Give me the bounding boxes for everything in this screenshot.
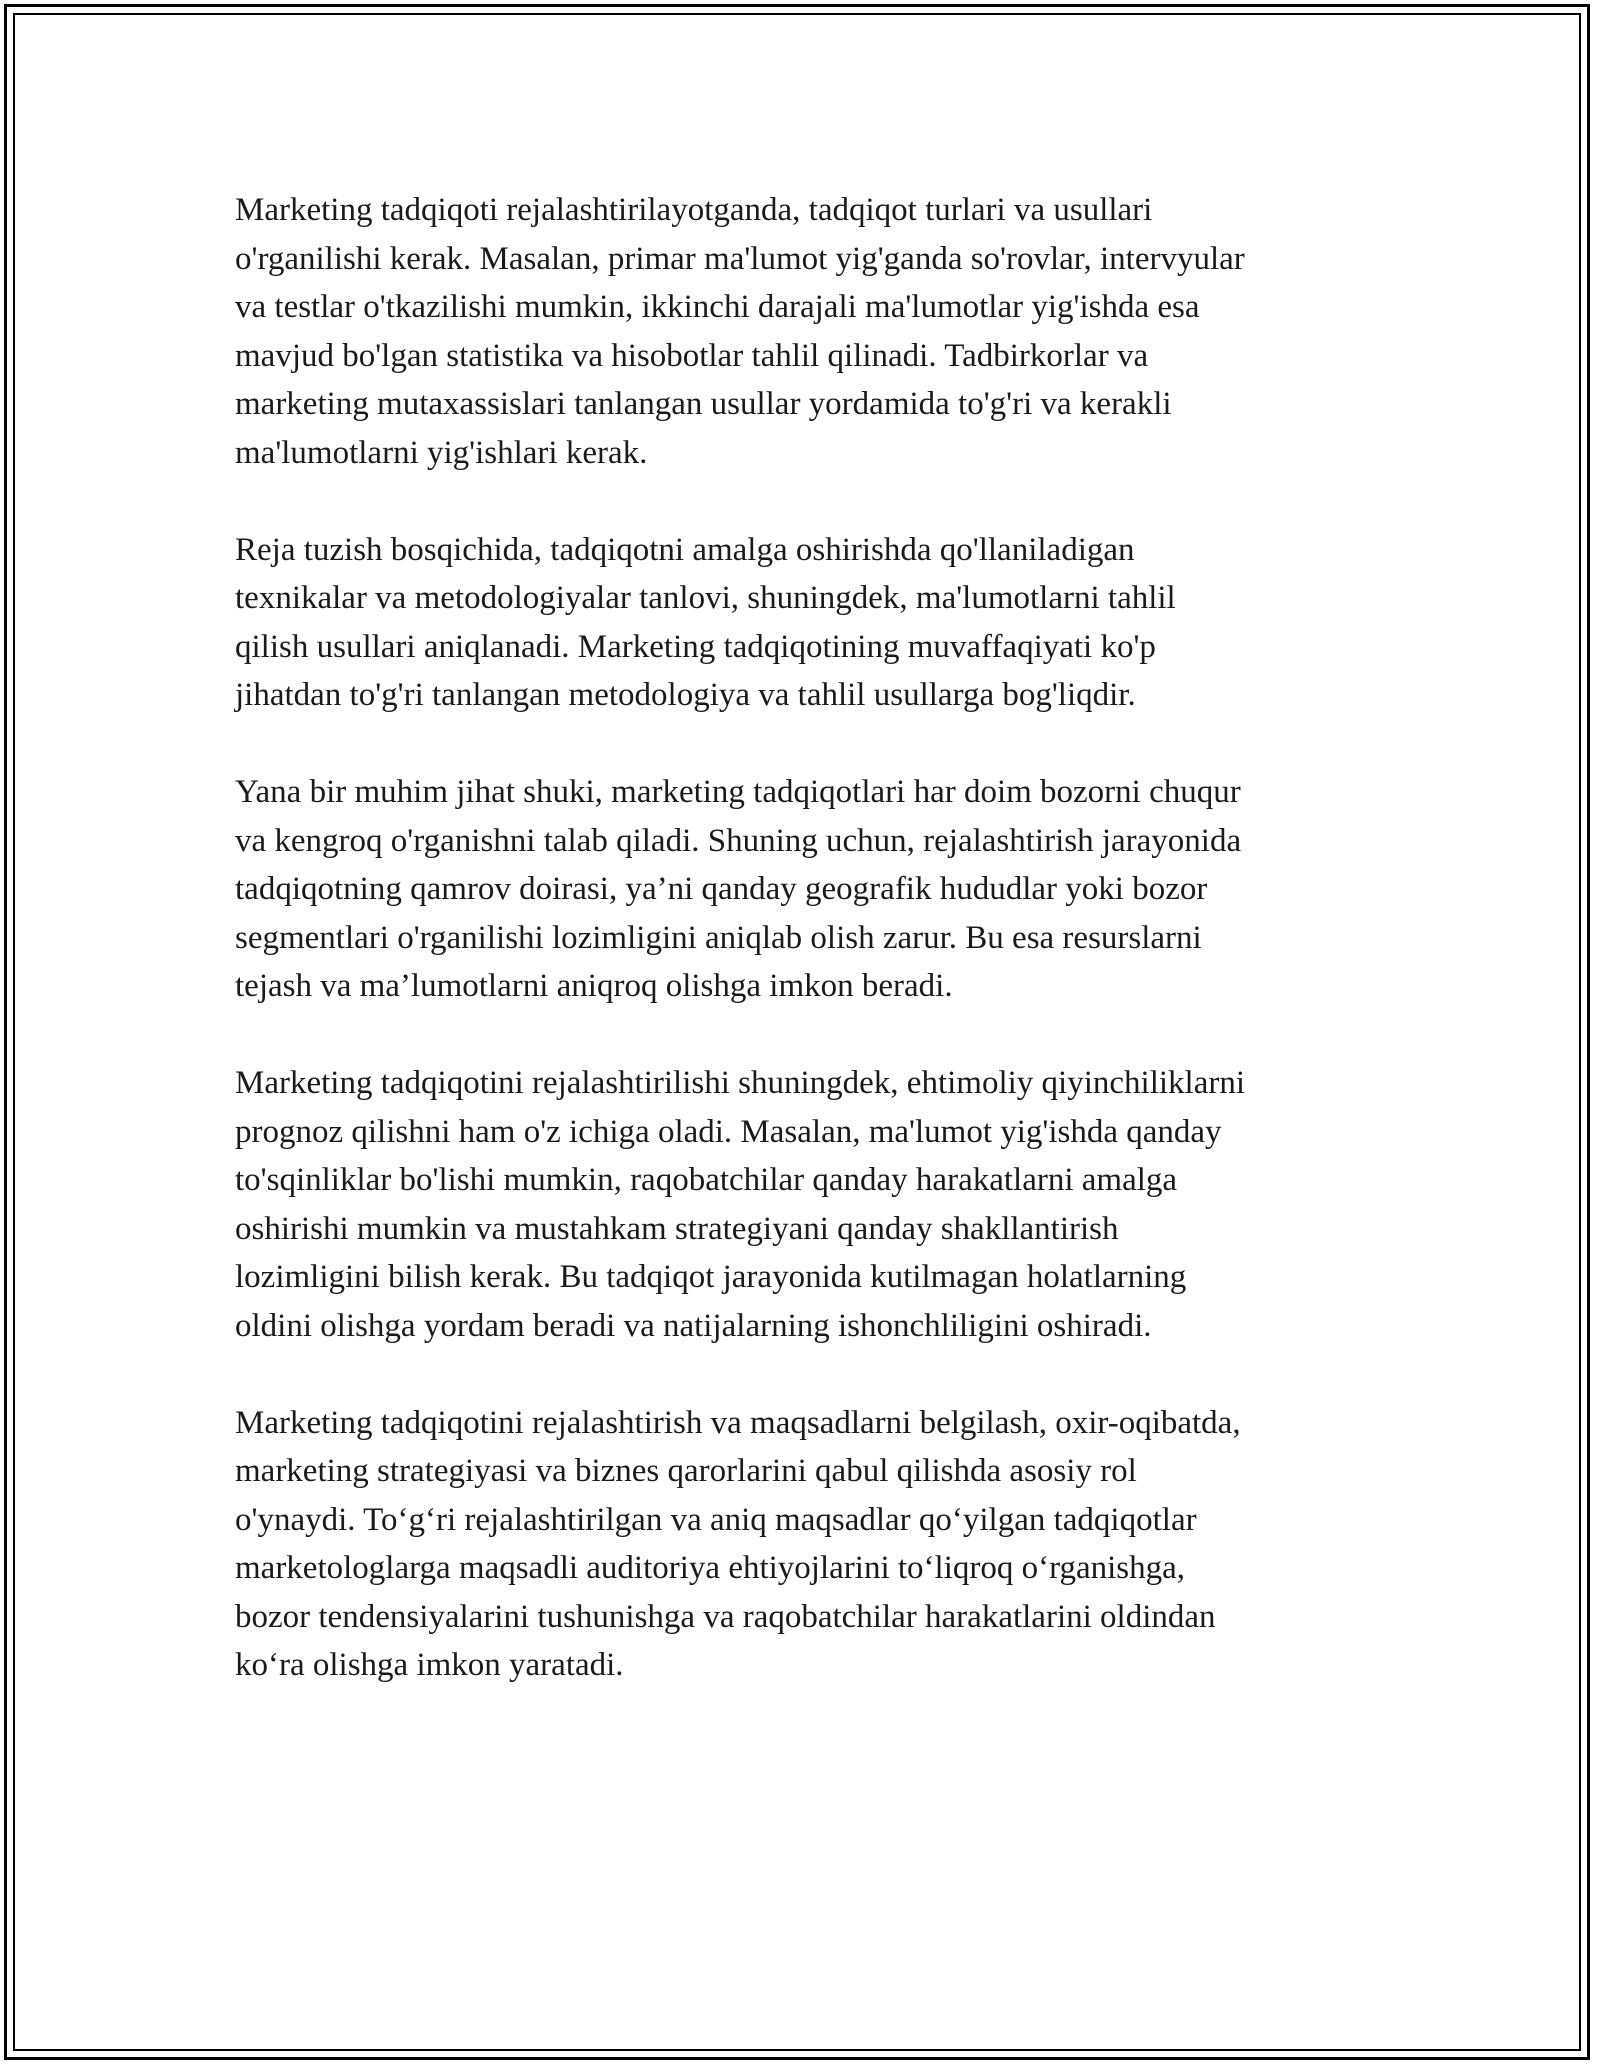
paragraph-4: Marketing tadqiqotini rejalashtirilishi shuningdek, ehtimoliy qiyinchiliklarni prognoz qilishni ham o'z ichiga oladi. Masalan, ma'lumot yig'ishda qanday to'sqinliklar bo'lishi mumkin, raqobatchilar qanday harakatlarni amalga oshirishi mumkin va mustahkam strategiyani qanday shakllantirish lozimligini bilish kerak. Bu tadqiqot jarayonida kutilmagan holatlarning oldini olishga yordam beradi va natijalarning ishonchliligini oshiradi. xyxy=(235,1065,1246,1344)
paragraph-3: Yana bir muhim jihat shuki, marketing tadqiqotlari har doim bozorni chuqur va kengroq o'rganishni talab qiladi. Shuning uchun, rejalashtirish jarayonida tadqiqotning qamrov doirasi, ya’ni qanday geografik hududlar yoki bozor segmentlari o'rganilishi lozimligini aniqlab olish zarur. Bu esa resurslarni tejash va ma’lumotlarni aniqroq olishga imkon beradi. xyxy=(235,774,1242,1004)
paragraph-2: Reja tuzish bosqichida, tadqiqotni amalga oshirishda qo'llaniladigan texnikalar va metodologiyalar tanlovi, shuningdek, ma'lumotlarni tahlil qilish usullari aniqlanadi. Marketing tadqiqotining muvaffaqiyati ko'p jihatdan to'g'ri tanlangan metodologiya va tahlil usullarga bog'liqdir. xyxy=(235,531,1176,713)
paragraph-1: Marketing tadqiqoti rejalashtirilayotganda, tadqiqot turlari va usullari o'rganilishi kerak. Masalan, primar ma'lumot yig'ganda so'rovlar, intervyular va testlar o'tkazilishi mumkin, ikkinchi darajali ma'lumotlar yig'ishda esa mavjud bo'lgan statistika va hisobotlar tahlil qilinadi. Tadbirkorlar va marketing mutaxassislari tanlangan usullar yordamida to'g'ri va kerakli ma'lumotlarni yig'ishlari kerak. xyxy=(235,192,1245,471)
document-body xyxy=(235,186,1375,1738)
paragraph-5: Marketing tadqiqotini rejalashtirish va maqsadlarni belgilash, oxir-oqibatda, marketing strategiyasi va biznes qarorlarini qabul qilishda asosiy rol o'ynaydi. To‘g‘ri rejalashtirilgan va aniq maqsadlar qo‘yilgan tadqiqotlar marketologlarga maqsadli auditoriya ehtiyojlarini to‘liqroq o‘rganishga, bozor tendensiyalarini tushunishga va raqobatchilar harakatlarini oldindan ko‘ra olishga imkon yaratadi. xyxy=(235,1404,1241,1683)
